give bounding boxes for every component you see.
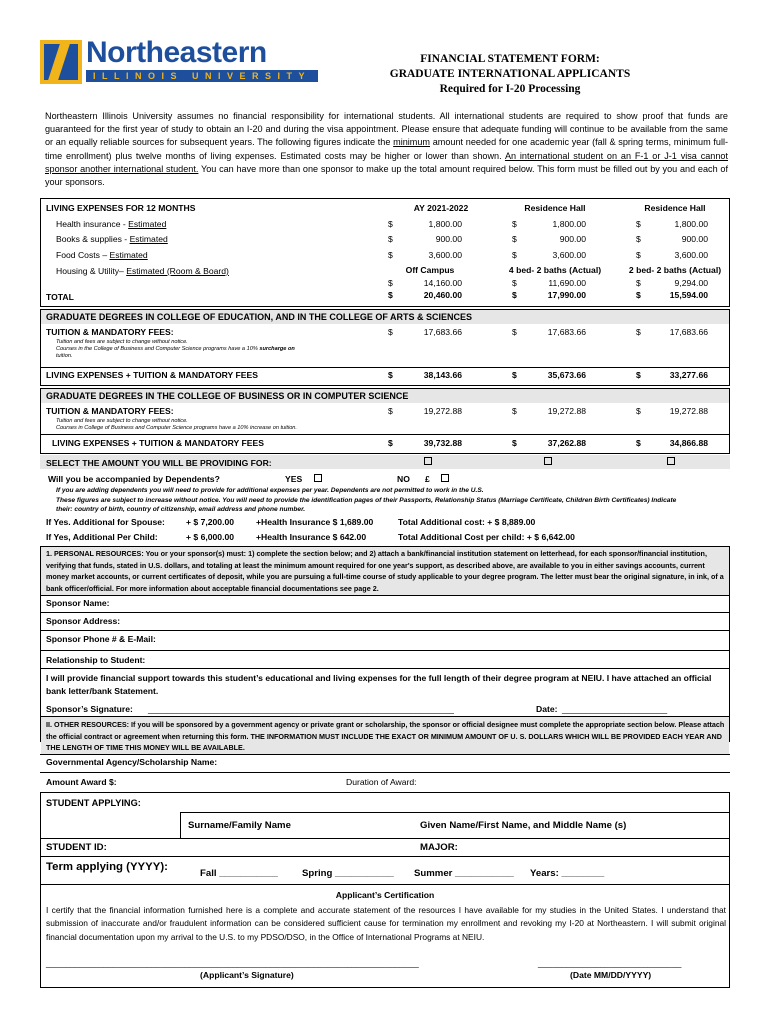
living-title: LIVING EXPENSES FOR 12 MONTHS bbox=[46, 203, 196, 213]
dollar-sign: $ bbox=[388, 219, 393, 229]
biz-sum-1: 39,732.88 bbox=[423, 438, 462, 448]
dollar-sign: $ bbox=[388, 406, 393, 416]
certification-title: Applicant’s Certification bbox=[335, 890, 435, 900]
business-fee-note: Tuition and fees are subject to change without notice. Courses in College of Business and Computer Science programs have a 10% increase on tuition. bbox=[56, 418, 297, 431]
divider bbox=[40, 434, 730, 435]
total-v3: 15,594.00 bbox=[669, 290, 708, 300]
pledge-text: I will provide financial support towards this student’s educational and living expenses for the full length of their degree program at NEIU. I have attached an official bank letter/bank Statement. bbox=[46, 673, 712, 697]
business-title: GRADUATE DEGREES IN THE COLLEGE OF BUSINESS OR IN COMPUTER SCIENCE bbox=[46, 391, 409, 401]
divider bbox=[40, 668, 730, 669]
dollar-sign: $ bbox=[388, 438, 393, 448]
education-fee-note: Tuition and fees are subject to change without notice. Courses in the College of Business and Computer Science programs have a 10% surcharge on tuition. bbox=[56, 339, 295, 359]
pound-sign: £ bbox=[425, 474, 430, 484]
living-row-label: Books & supplies - Estimated bbox=[56, 234, 168, 244]
sponsor-phone-field[interactable] bbox=[162, 632, 724, 646]
spouse-amount: + $ 7,200.00 bbox=[186, 517, 235, 527]
relationship-label: Relationship to Student: bbox=[46, 655, 146, 665]
term-spring[interactable]: Spring ___________ bbox=[302, 868, 394, 879]
col-residence-1: Residence Hall bbox=[524, 203, 586, 213]
divider bbox=[40, 367, 730, 368]
applicant-signature-line[interactable]: ______________________________________________________________________________ bbox=[46, 958, 419, 968]
dollar-sign: $ bbox=[636, 250, 641, 260]
total-v1: 20,460.00 bbox=[423, 290, 462, 300]
student-title: STUDENT APPLYING: bbox=[46, 798, 141, 808]
dollar-sign: $ bbox=[636, 219, 641, 229]
dollar-sign: $ bbox=[636, 234, 641, 244]
dollar-sign: $ bbox=[388, 250, 393, 260]
child-label: If Yes, Additional Per Child: bbox=[46, 532, 158, 542]
relationship-field[interactable] bbox=[152, 653, 724, 667]
living-row-v2: 1,800.00 bbox=[552, 219, 586, 229]
education-fees-label: TUITION & MANDATORY FEES: bbox=[46, 327, 174, 337]
intro-underlined: An international student on an F-1 or J-1 visa cannot sponsor another international student. bbox=[45, 150, 728, 174]
col-ay: AY 2021-2022 bbox=[413, 203, 469, 213]
edu-sum-2: 35,673.66 bbox=[547, 370, 586, 380]
dollar-sign: $ bbox=[388, 290, 393, 300]
sponsor-name-field[interactable] bbox=[114, 596, 724, 610]
dollar-sign: $ bbox=[512, 290, 517, 300]
dollar-sign: $ bbox=[636, 406, 641, 416]
sponsor-address-label: Sponsor Address: bbox=[46, 616, 121, 626]
dependents-question: Will you be accompanied by Dependents? bbox=[48, 474, 220, 484]
dependents-yes-checkbox[interactable] bbox=[314, 474, 322, 482]
edu-fee-1: 17,683.66 bbox=[423, 327, 462, 337]
housing-col1-title: Off Campus bbox=[405, 265, 455, 275]
sponsor-name-label: Sponsor Name: bbox=[46, 598, 110, 608]
dependents-note: If you are adding dependents you will need to provide for additional expenses per year. Dependents are not permitted to work in the U.S. These figures are subject to increase without notice. You will need to provide the identification pages of their Passports, Relationship Status (Marriage Certificate, Children Birth Certificates) Indicate their: country of birth, country of citizenship, email address and phone number. bbox=[56, 487, 677, 513]
header-line-2: GRADUATE INTERNATIONAL APPLICANTS bbox=[389, 68, 631, 80]
edu-sum-label: LIVING EXPENSES + TUITION & MANDATORY FEES bbox=[46, 370, 258, 380]
housing-v2: 11,690.00 bbox=[548, 278, 586, 288]
neiu-logo bbox=[40, 36, 311, 84]
living-row-v3: 3,600.00 bbox=[674, 250, 708, 260]
housing-v1: 14,160.00 bbox=[423, 278, 462, 288]
dollar-sign: $ bbox=[388, 278, 393, 288]
form-header bbox=[380, 52, 640, 97]
col-residence-2: Residence Hall bbox=[644, 203, 706, 213]
divider bbox=[40, 884, 730, 885]
edu-sum-1: 38,143.66 bbox=[423, 370, 462, 380]
dollar-sign: $ bbox=[512, 438, 517, 448]
divider bbox=[40, 612, 730, 613]
edu-fee-2: 17,683.66 bbox=[547, 327, 586, 337]
logo-wordmark: Northeastern bbox=[86, 36, 267, 69]
biz-sum-2: 37,262.88 bbox=[547, 438, 586, 448]
dependents-no-label: NO bbox=[397, 474, 410, 484]
dollar-sign: $ bbox=[636, 290, 641, 300]
dollar-sign: $ bbox=[636, 327, 641, 337]
divider bbox=[40, 630, 730, 631]
header-line-3: Required for I-20 Processing bbox=[439, 83, 581, 95]
dollar-sign: $ bbox=[512, 234, 517, 244]
living-row-v3: 1,800.00 bbox=[674, 219, 708, 229]
dollar-sign: $ bbox=[512, 219, 517, 229]
living-row-v1: 1,800.00 bbox=[428, 219, 462, 229]
intro-paragraph bbox=[45, 110, 728, 189]
biz-sum-3: 34,866.88 bbox=[669, 438, 708, 448]
housing-col3-title: 2 bed- 2 baths (Actual) bbox=[628, 265, 722, 275]
logo-band: ILLINOIS UNIVERSITY bbox=[86, 70, 318, 82]
intro-text-3: You can have more than one sponsor to make up the total amount required below. This form must be filled out by you and each of your sponsors. bbox=[45, 163, 728, 188]
dollar-sign: $ bbox=[636, 438, 641, 448]
sponsor-phone-label: Sponsor Phone # & E-Mail: bbox=[46, 634, 156, 644]
divider bbox=[40, 838, 730, 839]
intro-minimum: minimum bbox=[393, 137, 431, 148]
intro-text-1: Northeastern Illinois University assumes no financial responsibility for international students. All international students are required to show proof that funds are guaranteed for the first year of study to obtain an I-20 and during the visa appointment. Please ensure that adequate funding will continue to be available from the same or an equally reliable sources for subsequent years. The following figures indicate the bbox=[45, 111, 728, 148]
child-amount: + $ 6,000.00 bbox=[186, 532, 235, 542]
divider bbox=[40, 772, 730, 773]
biz-fee-1: 19,272.88 bbox=[423, 406, 462, 416]
dollar-sign: $ bbox=[388, 370, 393, 380]
sponsor-signature-line[interactable]: ________________________________________________________________ bbox=[148, 704, 454, 714]
term-summer[interactable]: Summer ___________ bbox=[414, 868, 514, 879]
living-row-v1: 900.00 bbox=[435, 234, 462, 244]
header-line-1: FINANCIAL STATEMENT FORM: bbox=[420, 53, 600, 65]
agency-label: Governmental Agency/Scholarship Name: bbox=[46, 757, 218, 767]
business-fees-label: TUITION & MANDATORY FEES: bbox=[46, 406, 174, 416]
applicant-date-label: (Date MM/DD/YYYY) bbox=[570, 970, 652, 980]
divider bbox=[40, 650, 730, 651]
child-total: Total Additional Cost per child: + $ 6,642.00 bbox=[398, 532, 575, 542]
sponsor-date-label: Date: bbox=[536, 704, 558, 714]
education-title: GRADUATE DEGREES IN COLLEGE OF EDUCATION, AND IN THE COLLEGE OF ARTS & SCIENCES bbox=[46, 312, 473, 322]
dollar-sign: $ bbox=[512, 406, 517, 416]
edu-sum-3: 33,277.66 bbox=[669, 370, 708, 380]
total-label: TOTAL bbox=[46, 292, 74, 302]
living-row-v2: 900.00 bbox=[559, 234, 586, 244]
child-insurance: +Health Insurance $ 642.00 bbox=[256, 532, 367, 542]
given-name-label: Given Name/First Name, and Middle Name (s) bbox=[420, 820, 627, 831]
dollar-sign: $ bbox=[636, 278, 641, 288]
sponsor-date-line[interactable]: ______________________ bbox=[562, 704, 668, 714]
housing-col2-title: 4 bed- 2 baths (Actual) bbox=[508, 265, 602, 275]
select-amount-label: SELECT THE AMOUNT YOU WILL BE PROVIDING FOR: bbox=[46, 458, 272, 468]
logo-n-mark-icon bbox=[40, 40, 82, 84]
select-residence-2-checkbox[interactable] bbox=[667, 457, 675, 465]
spouse-insurance: +Health Insurance $ 1,689.00 bbox=[256, 517, 374, 527]
edu-fee-3: 17,683.66 bbox=[669, 327, 708, 337]
duration-label: Duration of Award: bbox=[346, 777, 417, 787]
other-resources-text: II. OTHER RESOURCES: If you will be sponsored by a government agency or private grant or scholarship, the sponsor or official designee must complete the appropriate section below. Please attach the official contract or agreement when returning this form. THE INFORMATION MUST INCLUDE THE EXACT OR MINIMUM AMOUNT OF U. S. DOLLARS WHICH WILL BE PROVIDED EACH YEAR AND THE LENGTH OF TIME THIS MONEY WILL BE AVAILABLE. bbox=[46, 720, 725, 753]
living-row-v2: 3,600.00 bbox=[552, 250, 586, 260]
divider bbox=[40, 856, 730, 857]
living-row-v1: 3,600.00 bbox=[428, 250, 462, 260]
housing-v3: 9,294.00 bbox=[674, 278, 708, 288]
agency-field[interactable] bbox=[222, 755, 722, 769]
intro-text-2: amount needed for one academic year (fall & spring terms, minimum full-time enrollment) plus twelve months of living expenses. Estimated costs may be higher or lower than shown. bbox=[45, 137, 729, 161]
dependents-no-checkbox[interactable] bbox=[441, 474, 449, 482]
living-row-label: Health insurance - Estimated bbox=[56, 219, 167, 229]
dollar-sign: $ bbox=[388, 234, 393, 244]
select-residence-1-checkbox[interactable] bbox=[544, 457, 552, 465]
dollar-sign: $ bbox=[512, 250, 517, 260]
biz-fee-2: 19,272.88 bbox=[547, 406, 586, 416]
select-ay-checkbox[interactable] bbox=[424, 457, 432, 465]
certification-text: I certify that the financial information furnished here is a complete and accurate statement of the resources I have available for my studies in the United States. I understand that submission of inaccurate and/or fraudulent information can be considered sufficient cause for termination my enrollment and revoking my I-20 at Northeastern. I will submit original financial documentation upon my arrival to the U.S. to my PDSO/DSO, in the Office of International Programs at NEIU. bbox=[46, 905, 726, 942]
applicant-signature-label: (Applicant’s Signature) bbox=[200, 970, 294, 980]
divider bbox=[180, 812, 181, 838]
spouse-total: Total Additional cost: + $ 8,889.00 bbox=[398, 517, 536, 527]
dollar-sign: $ bbox=[512, 278, 517, 288]
living-row-v3: 900.00 bbox=[681, 234, 708, 244]
total-v2: 17,990.00 bbox=[547, 290, 586, 300]
divider bbox=[40, 716, 730, 717]
dollar-sign: $ bbox=[512, 327, 517, 337]
major-label: MAJOR: bbox=[420, 842, 458, 853]
housing-label: Housing & Utility– Estimated (Room & Board) bbox=[56, 266, 229, 276]
dollar-sign: $ bbox=[512, 370, 517, 380]
biz-sum-label: LIVING EXPENSES + TUITION & MANDATORY FEES bbox=[52, 438, 264, 448]
dollar-sign: $ bbox=[388, 327, 393, 337]
sponsor-address-field[interactable] bbox=[124, 614, 724, 628]
divider bbox=[180, 812, 730, 813]
living-row-label: Food Costs – Estimated bbox=[56, 250, 148, 260]
spouse-label: If Yes. Additional for Spouse: bbox=[46, 517, 165, 527]
biz-fee-3: 19,272.88 bbox=[669, 406, 708, 416]
sponsor-signature-label: Sponsor’s Signature: bbox=[46, 704, 133, 714]
personal-resources-text: 1. PERSONAL RESOURCES: You or your sponsor(s) must: 1) complete the section below; and 2) attach a bank/financial institution statement on letterhead, for each sponsor/financial institution, verifying that funds, stated in U.S. dollars, and totaling at least the minimum amount required for one year's support, as described above, are available to you in either savings accounts, current money market accounts, or current certificates of deposit, while you are pursuing a full-time course of study applicable to your degree program. The letter must bear the original signature, in ink, of a bank officer/official. For more information about acceptable financial documentations see page 2. bbox=[46, 549, 724, 593]
student-id-label: STUDENT ID: bbox=[46, 842, 107, 853]
term-years[interactable]: Years: ________ bbox=[530, 868, 605, 879]
surname-label: Surname/Family Name bbox=[188, 820, 291, 831]
dependents-yes-label: YES bbox=[285, 474, 303, 484]
amount-award-label: Amount Award $: bbox=[46, 777, 117, 787]
applicant-date-line[interactable]: ______________________________ bbox=[538, 958, 682, 968]
term-fall[interactable]: Fall ___________ bbox=[200, 868, 278, 879]
dollar-sign: $ bbox=[636, 370, 641, 380]
term-label: Term applying (YYYY): bbox=[46, 861, 168, 873]
